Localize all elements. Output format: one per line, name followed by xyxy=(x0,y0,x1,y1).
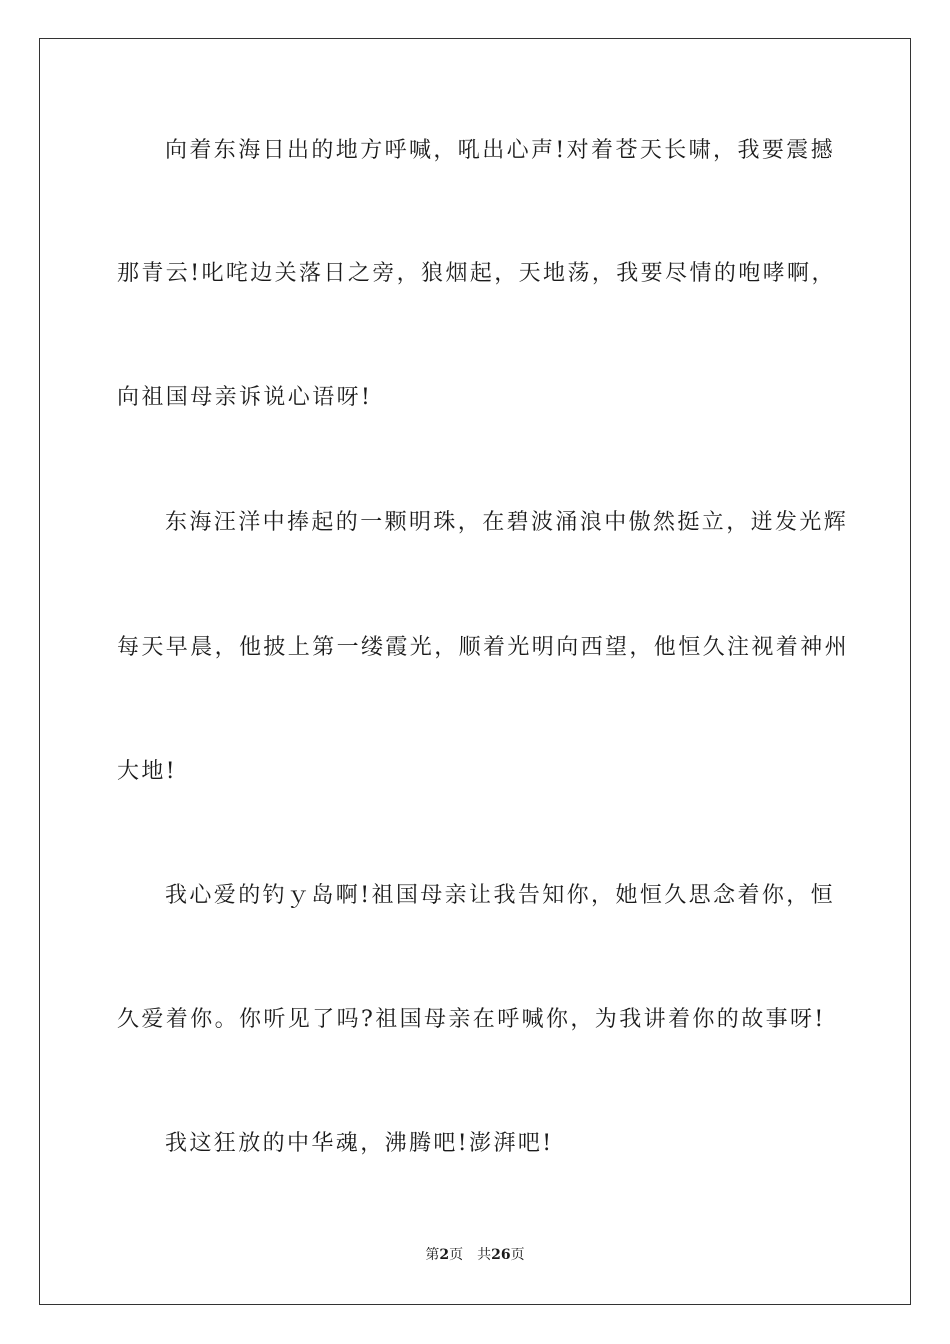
total-prefix: 共 xyxy=(477,1247,492,1263)
paragraph-1-line-3: 向祖国母亲诉说心语呀! xyxy=(117,385,373,410)
paragraph-2-line-2: 每天早晨，他披上第一缕霞光，顺着光明向西望，他恒久注视着神州 xyxy=(117,635,850,660)
page-suffix: 页 xyxy=(449,1247,464,1263)
paragraph-2-line-1: 东海汪洋中捧起的一颗明珠，在碧波涌浪中傲然挺立，迸发光辉 xyxy=(165,510,849,535)
paragraph-3-line-2: 久爱着你。你听见了吗?祖国母亲在呼喊你，为我讲着你的故事呀! xyxy=(117,1007,826,1032)
page-border xyxy=(39,38,911,1305)
paragraph-1-line-2: 那青云!叱咤边关落日之旁，狼烟起，天地荡，我要尽情的咆哮啊， xyxy=(117,261,836,286)
paragraph-1-line-1: 向着东海日出的地方呼喊，吼出心声!对着苍天长啸，我要震撼 xyxy=(165,138,836,163)
paragraph-4-line-1: 我这狂放的中华魂，沸腾吧!澎湃吧! xyxy=(165,1131,554,1156)
paragraph-3-line-1: 我心爱的钓ｙ岛啊!祖国母亲让我告知你，她恒久思念着你，恒 xyxy=(165,883,836,908)
total-suffix: 页 xyxy=(510,1247,525,1263)
paragraph-2-line-3: 大地! xyxy=(117,759,178,784)
page-footer xyxy=(0,1245,950,1265)
total-pages: 26 xyxy=(491,1247,511,1263)
page-number: 2 xyxy=(439,1247,450,1263)
page-prefix: 第 xyxy=(425,1247,440,1263)
